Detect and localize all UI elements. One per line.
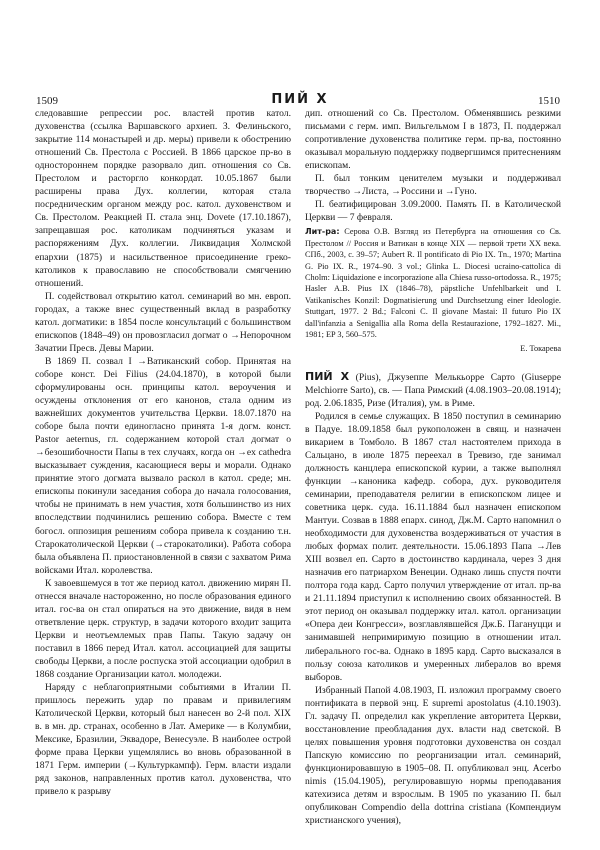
paragraph: В 1869 П. созвал I →Ватиканский собор. Принятая на соборе конст. Dei Filius (24.04.1870), в которой были сформулированы осн. принципы катол. вероучения и осуждены отклонения от его канонов, стала одним из важнейших документов учительства Церкви. 18.07.1870 на соборе была почти единогласно принята 1-я догм. конст. Pastor aeternus, гл. содержанием которой стал догмат о →безошибочности Папы в тех случаях, когда он →ex cathedra высказывает суждения, касающиеся веры и морали. Однако принятие этого догмата вызвало раскол в катол. среде; мн. епископы покинули заседания собора до начала голосования, чтобы не принимать в нем участия, хотя большинство из них впоследствии подчинились решению собора. Вместе с тем богосл. оппозиция решениям собора привела к созданию т.н. Старокатолической Церкви (→старокатолики). Работа собора была объявлена П. приостановленной в связи с захватом Рима войсками Итал. королевства. — [35, 355, 291, 576]
paragraph: Избранный Папой 4.08.1903, П. изложил программу своего понтификата в первой энц. E supremi apostolatus (4.10.1903). Гл. задачу П. определил как укрепление авторитета Церкви, восстановление преобладания дух. власти над светской. В целях повышения уровня подготовки духовенства он создал Папскую комиссию по реорганизации итал. семинарий, функционировавшую в 1905–08. П. опубликовал энц. Acerbo nimis (15.04.1905), регулировавшую нормы преподавания катехизиса детям и взрослым. В 1905 по указанию П. был опубликован Compendio della dottrina cristiana (Компендиум христианского учения), — [305, 684, 561, 827]
article-author: Е. Токарева — [520, 344, 561, 354]
paragraph: Родился в семье служащих. В 1850 поступил в семинарию в Падуе. 18.09.1858 был рукоположен в свящ. и назначен викарием в Томболо. В 1867 стал настоятелем прихода в Сальцано, в июле 1875 переехал в Тревизо, где занимал должность канцлера епископской курии, а также выполнял функции →каноника кафедр. собора, дух. руководителя семинарии, преподавателя религии в епископском лицее и советника церк. суда. 16.11.1884 был назначен епископом Мантуи. Созвав в 1888 епарх. синод, Дж.М. Сарто напомнил о необходимости для духовенства воздерживаться от участия в любых формах полит. деятельности. 15.06.1893 Папа →Лев XIII возвел еп. Сарто в достоинство кардинала, через 3 дня назначив его патриархом Венеции. Однако лишь спустя почти полтора года кард. Сарто получил утверждение от итал. пр-ва и 21.11.1894 приступил к исполнению своих обязанностей. В этот период он оказывал поддержку итал. катол. организации «Опера деи Конгресси», возглавлявшейся Дж.Б. Пагануцци и занимавшей непримиримую позицию в отношении итал. либерального гос-ва. Однако в 1895 кард. Сарто высказался в пользу союза католиков и умеренных либералов во время выборов. — [305, 410, 561, 683]
left-column — [35, 107, 291, 798]
paragraph: следовавшие репрессии рос. властей против катол. духовенства (ссылка Варшавского архиеп. З. Фелиньского, закрытие 114 монастырей и др. меры) привели к обострению отношений Св. Престола с Россией. В 1866 царское пр-во в одностороннем порядке разорвало дип. отношения со Св. Престолом и расторгло конкордат. 10.05.1867 были расширены права Дух. коллегии, которая стала посредническим органом между рос. катол. духовенством и Св. Престолом. Реакцией П. стала энц. Dovete (17.10.1867), запрещавшая рос. католикам подчиняться указам и распоряжениям Дух. коллегии. Ликвидация Холмской епархии (1875) и насильственное присоединение греко-католиков к православию не способствовали смягчению отношений. — [35, 108, 291, 289]
entry-intro: (Pius), Джузеппе Мелькьорре Сарто (Giuseppe Melchiorre Sarto), св. — Папа Римский (4.08.1903–20.08.1914); род. 2.06.1835, Ризе (Италия), ум. в Риме. — [305, 371, 561, 409]
paragraph: К завоевшемуся в тот же период катол. движению мирян П. отнесся вначале настороженно, но после образования единого итал. гос-ва он стал опираться на это движение, видя в нем ответвление церк. структур, в задачи которого входит защита Церкви и неотъемлемых прав Папы. Такую задачу он поставил в 1866 перед Итал. катол. ассоциацией для защиты свободы Церкви, а после роспуска этой ассоциации одобрил в 1868 создание Организации катол. молодежи. — [35, 577, 291, 681]
entry-heading — [305, 370, 561, 410]
paragraph: дип. отношений со Св. Престолом. Обменявшись резкими письмами с герм. имп. Вильгельмом I в 1873, П. поддержал сопротивление духовенства политике герм. пр-ва, постоянно оказывал моральную поддержку подвергшимся притеснениям епископам. — [305, 108, 561, 172]
paragraph: Наряду с неблагоприятными событиями в Италии П. пришлось пережить удар по правам и привилегиям Католической Церкви, который был нанесен во 2-й пол. XIX в. в мн. др. странах, особенно в Лат. Америке — в Колумбии, Мексике, Бразилии, Эквадоре, Венесуэле. В наиболее острой форме права Церкви ущемлялись во вновь образованной в 1871 Герм. империи (→Культуркампф). Герм. власти издали ряд законов, направленных против катол. духовенства, что привело к разрыву — [35, 682, 291, 798]
literature-list — [305, 226, 561, 340]
entry-title: ПИЙ X — [305, 369, 350, 383]
page-number-left: 1509 — [36, 95, 58, 107]
paragraph: П. содействовал открытию катол. семинарий во мн. европ. городах, а также внес существенный вклад в разработку катол. догматики: в 1854 после консультаций с большинством епископов (1848–49) он провозгласил догмат о →Непорочном Зачатии Пресв. Девы Марии. — [35, 290, 291, 354]
literature-label: Лит-ра: — [305, 227, 340, 237]
paragraph: П. беатифицирован 3.09.2000. Память П. в Католической Церкви — 7 февраля. — [305, 199, 561, 224]
right-column — [305, 107, 561, 827]
paragraph: П. был тонким ценителем музыки и поддерживал творчество →Листа, →Россини и →Гуно. — [305, 173, 561, 198]
page-number-right: 1510 — [538, 95, 560, 107]
literature-text: Серова О.В. Взгляд из Петербурга на отношения со Св. Престолом // Россия и Ватикан в конце XIX — первой трети XX века. СПб., 2003, с. 39–57; Aubert R. Il pontificato di Pio IX. Tn., 1970; Martina G. Pio IX. R., 1974–90. 3 vol.; Glinka L. Diocesi ucraino-cattolica di Cholm: Liquidazione e incorporazione alla Chiesa russo-ortodossa. R., 1975; Hasler A.B. Pius IX (1846–78), päpstliche Unfehlbarkeit und I. Vatikanisches Konzil: Dogmatisierung und Durchsetzung einer Ideologie. Stuttgart, 1977. 2 Bd.; Falconi C. Il giovane Mastai: Il futuro Pio IX dall'infanzia a Senigallia alla Roma della Restaurazione, 1792–1827. Mi., 1981; EP 3, 560–575. — [305, 227, 562, 340]
running-header: ПИЙ X — [271, 92, 329, 107]
